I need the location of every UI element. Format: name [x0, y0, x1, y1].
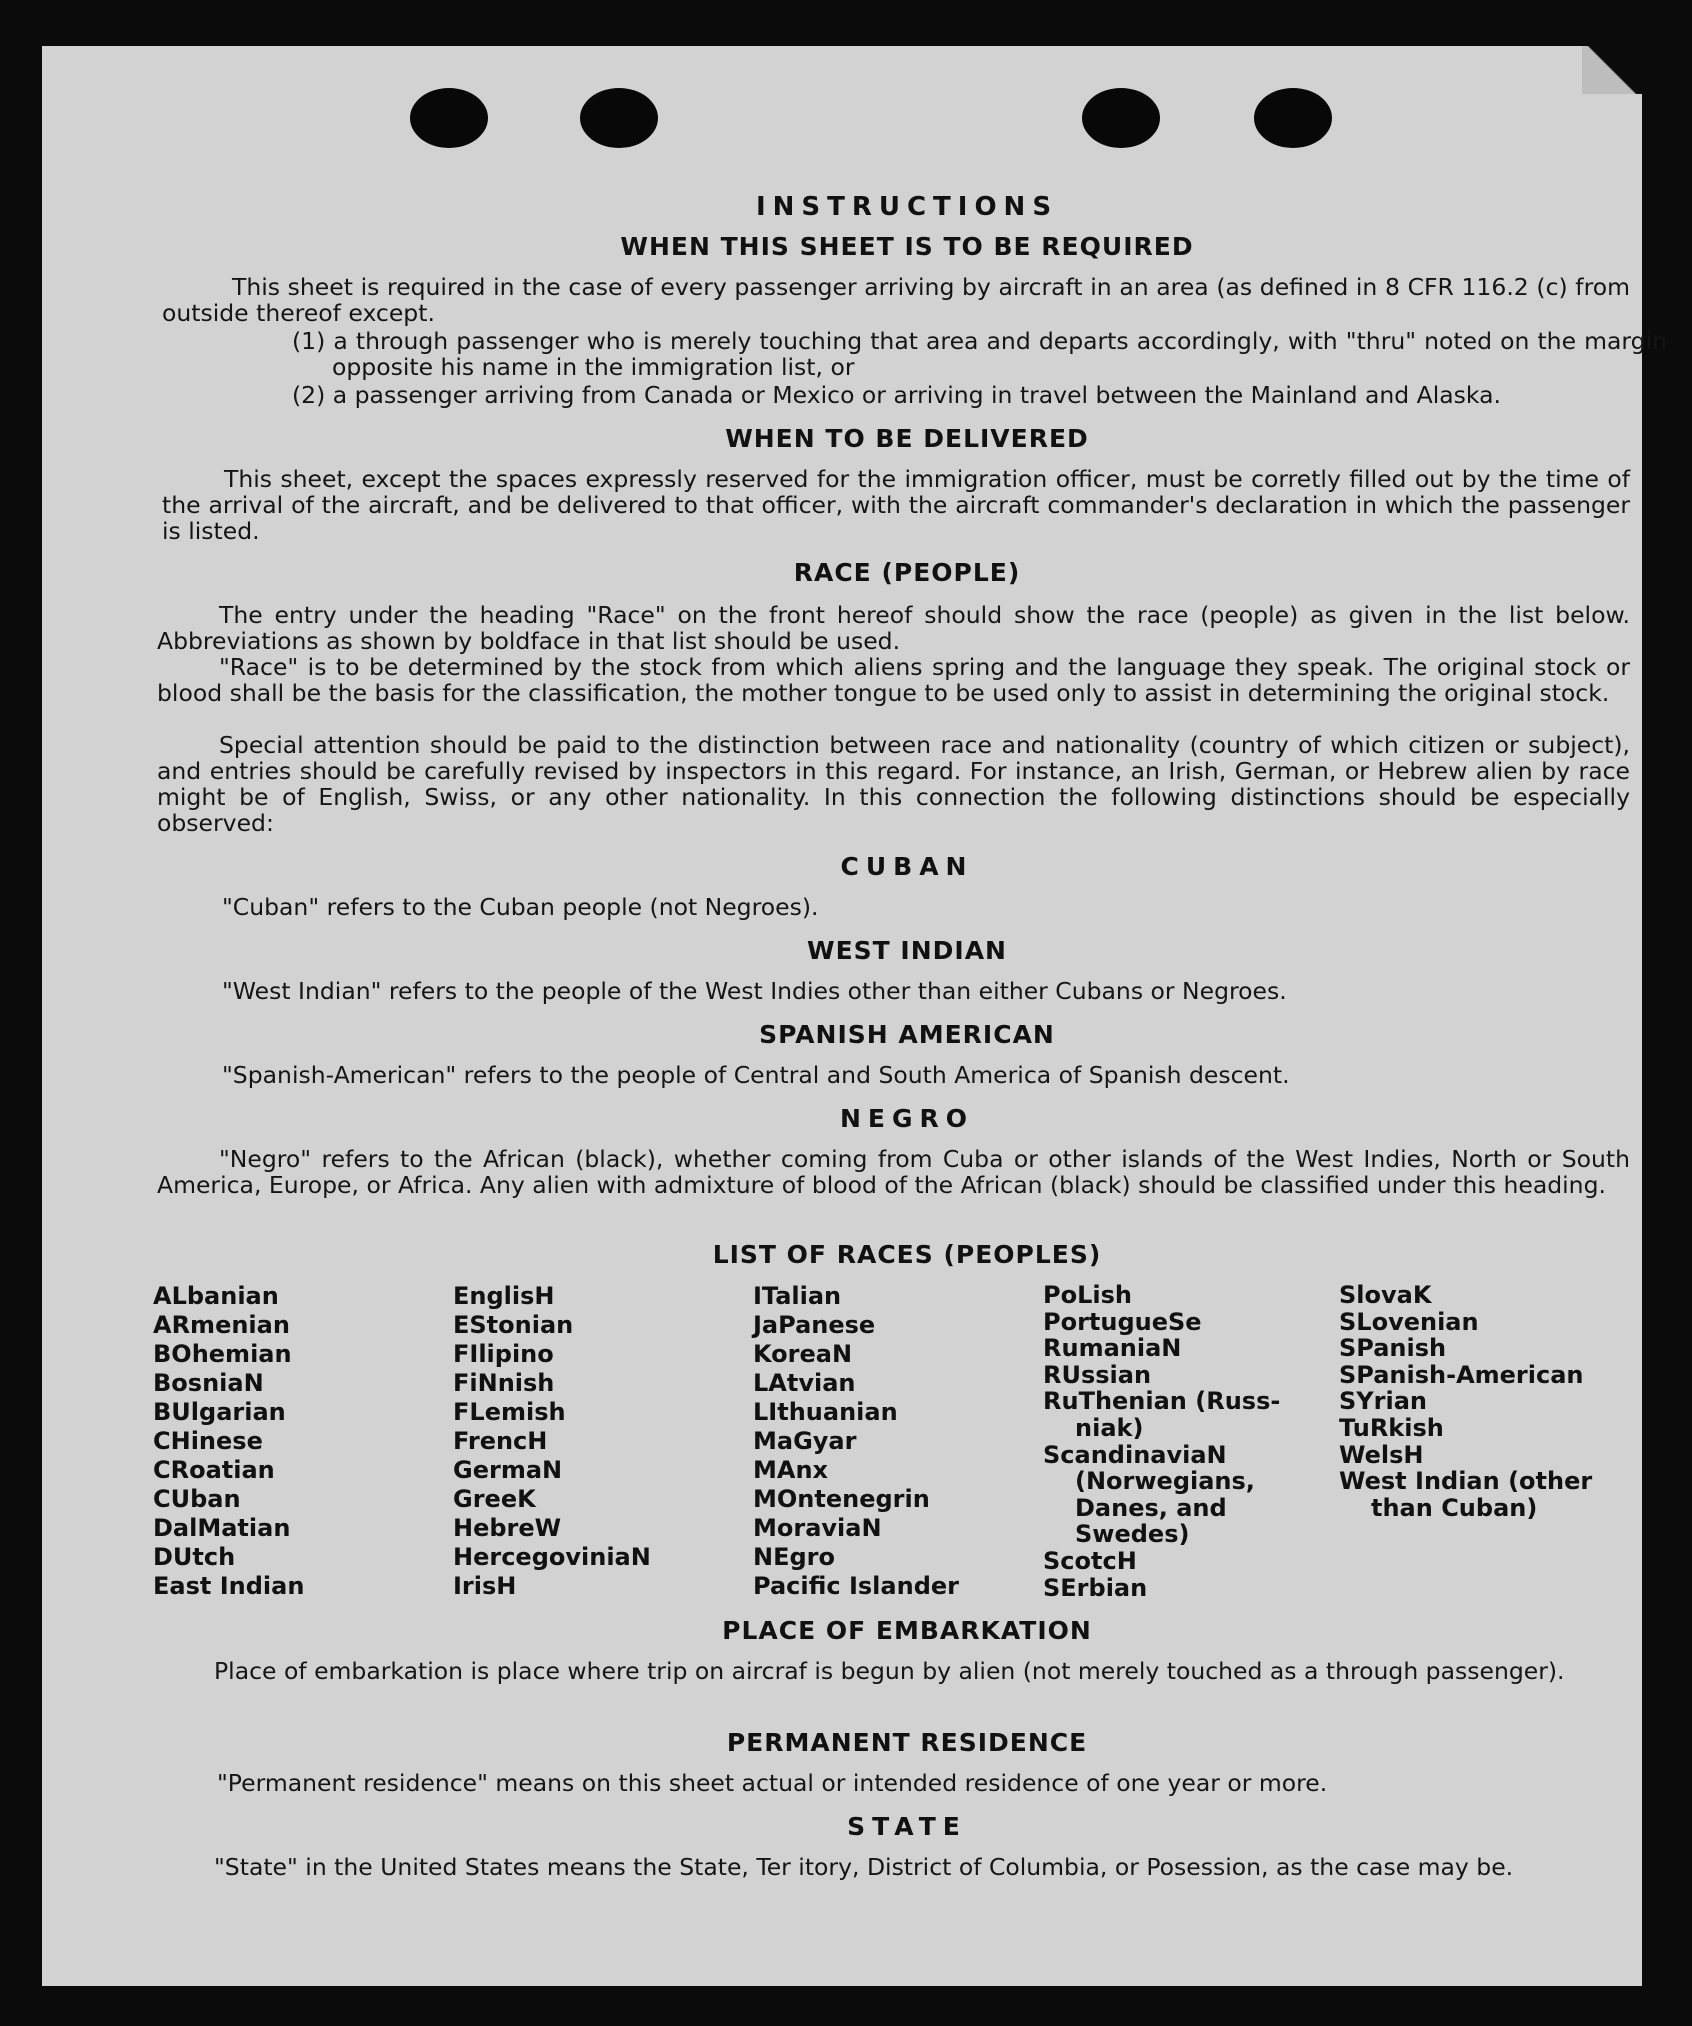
race-paragraph-1: The entry under the heading "Race" on the front hereof should show the race (people) as given in the list below. Abbreviations as shown by boldface in that list should be used.	[157, 601, 1630, 655]
race-item: ScandinaviaN	[1043, 1440, 1227, 1469]
race-item: ALbanian	[153, 1282, 279, 1310]
race-item: EStonian	[453, 1311, 574, 1339]
race-item: FrencH	[453, 1427, 548, 1455]
race-item: FLemish	[453, 1398, 566, 1426]
race-item: KoreaN	[753, 1340, 853, 1368]
race-item: Danes, and	[1075, 1493, 1227, 1522]
punch-hole	[1254, 88, 1332, 148]
race-item: GermaN	[453, 1456, 563, 1484]
race-column-3	[753, 1282, 959, 1601]
race-item: ScotcH	[1043, 1546, 1137, 1575]
race-item: SPanish-American	[1339, 1360, 1584, 1389]
race-item: TuRkish	[1339, 1413, 1444, 1442]
race-item: CRoatian	[153, 1456, 275, 1484]
race-item: RUssian	[1043, 1360, 1152, 1389]
race-item: BOhemian	[153, 1340, 292, 1368]
race-item: MAnx	[753, 1456, 829, 1484]
embarkation-text: Place of embarkation is place where trip on aircraf is begun by alien (not merely touched as a through passenger).	[214, 1657, 1565, 1685]
race-item: WelsH	[1339, 1440, 1424, 1469]
heading-list-of-races: LIST OF RACES (PEOPLES)	[712, 1240, 1102, 1269]
folded-corner	[1582, 46, 1642, 94]
page-title: INSTRUCTIONS	[755, 192, 1059, 222]
exception-item-2: (2) a passenger arriving from Canada or Mexico or arriving in travel between the Mainland and Alaska.	[292, 381, 1501, 409]
race-item: EnglisH	[453, 1282, 555, 1310]
heading-embarkation: PLACE OF EMBARKATION	[722, 1616, 1092, 1645]
race-item: HebreW	[453, 1514, 562, 1542]
west-indian-text: "West Indian" refers to the people of the West Indies other than either Cubans or Negroes.	[222, 977, 1287, 1005]
when-required-text: This sheet is required in the case of every passenger arriving by aircraft in an area (as defined in 8 CFR 116.2 (c) from outside thereof except.	[162, 273, 1630, 327]
heading-west-indian: WEST INDIAN	[807, 936, 1007, 965]
race-item: JaPanese	[753, 1311, 876, 1339]
race-item: West Indian (other	[1339, 1467, 1593, 1496]
state-text: "State" in the United States means the State, Ter itory, District of Columbia, or Posession, as the case may be.	[214, 1853, 1514, 1881]
race-item: CHinese	[153, 1427, 263, 1455]
race-item: FiNnish	[453, 1369, 555, 1397]
punch-hole	[580, 88, 658, 148]
race-item: BUlgarian	[153, 1398, 286, 1426]
race-column-1	[153, 1282, 304, 1601]
negro-text: "Negro" refers to the African (black), whether coming from Cuba or other islands of the West Indies, North or South America, Europe, or Africa. Any alien with admixture of blood of the African (black) should be classified under this heading.	[157, 1145, 1630, 1199]
race-column-2	[453, 1282, 651, 1601]
punch-hole	[1082, 88, 1160, 148]
race-item: SYrian	[1339, 1387, 1428, 1416]
race-item: PortugueSe	[1043, 1307, 1202, 1336]
heading-cuban: CUBAN	[840, 852, 974, 881]
race-item: BosniaN	[153, 1369, 264, 1397]
race-item: Pacific Islander	[753, 1572, 959, 1600]
race-item: SLovenian	[1339, 1307, 1479, 1336]
race-item: DUtch	[153, 1543, 236, 1571]
race-item: RuThenian (Russ-	[1043, 1387, 1281, 1416]
document-sheet	[42, 46, 1667, 1986]
permanent-residence-text: "Permanent residence" means on this sheet actual or intended residence of one year or more.	[217, 1769, 1328, 1797]
race-item: CUban	[153, 1485, 241, 1513]
race-item: DalMatian	[153, 1514, 291, 1542]
race-item: ARmenian	[153, 1311, 290, 1339]
exception-item-1: (1) a through passenger who is merely touching that area and departs accordingly, with "thru" noted on the margin opposite his name in the immigration list, or	[292, 327, 1667, 381]
race-item: LIthuanian	[753, 1398, 898, 1426]
race-item: East Indian	[153, 1572, 305, 1600]
race-item: MOntenegrin	[753, 1485, 930, 1513]
race-item: SlovaK	[1339, 1281, 1432, 1309]
race-item: MaGyar	[753, 1427, 857, 1455]
race-item: Swedes)	[1075, 1520, 1190, 1549]
race-list	[153, 1282, 1593, 1612]
race-item: NEgro	[753, 1543, 835, 1571]
race-item: niak)	[1075, 1413, 1144, 1442]
heading-when-required: WHEN THIS SHEET IS TO BE REQUIRED	[620, 232, 1194, 261]
heading-negro: NEGRO	[839, 1104, 975, 1133]
race-paragraph-2: "Race" is to be determined by the stock from which aliens spring and the language they speak. The original stock or blood shall be the basis for the classification, the mother tongue to be used only to assist in determining the original stock.	[157, 653, 1630, 707]
heading-spanish-american: SPANISH AMERICAN	[759, 1020, 1055, 1049]
race-column-4	[1043, 1282, 1280, 1601]
race-item: RumaniaN	[1043, 1334, 1182, 1363]
race-paragraph-3: Special attention should be paid to the distinction between race and nationality (country of which citizen or subject), and entries should be carefully revised by inspectors in this regard. For instance, an Irish, German, or Hebrew alien by race might be of English, Swiss, or any other nationality. In this connection the following distinctions should be especially observed:	[157, 731, 1630, 837]
race-item: than Cuban)	[1371, 1493, 1538, 1522]
heading-state: STATE	[847, 1812, 967, 1841]
race-item: SErbian	[1043, 1573, 1148, 1602]
race-item: GreeK	[453, 1485, 536, 1513]
when-delivered-text: This sheet, except the spaces expressly reserved for the immigration officer, must be corretly filled out by the time of the arrival of the aircraft, and be delivered to that officer, with the aircraft commander's declaration in which the passenger is listed.	[162, 465, 1630, 545]
race-item: FIlipino	[453, 1340, 554, 1368]
heading-race: RACE (PEOPLE)	[793, 558, 1021, 587]
race-column-5	[1339, 1282, 1592, 1521]
race-item: (Norwegians,	[1075, 1467, 1255, 1496]
race-item: IrisH	[453, 1572, 517, 1600]
heading-permanent-residence: PERMANENT RESIDENCE	[726, 1728, 1088, 1757]
race-item: LAtvian	[753, 1369, 856, 1397]
spanish-american-text: "Spanish-American" refers to the people of Central and South America of Spanish descent.	[222, 1061, 1290, 1089]
race-item: SPanish	[1339, 1334, 1447, 1363]
race-item: HercegoviniaN	[453, 1543, 651, 1571]
heading-when-delivered: WHEN TO BE DELIVERED	[725, 424, 1089, 453]
punch-hole	[410, 88, 488, 148]
race-item: MoraviaN	[753, 1514, 882, 1542]
race-item: ITalian	[753, 1282, 842, 1310]
race-item: PoLish	[1043, 1281, 1132, 1309]
cuban-text: "Cuban" refers to the Cuban people (not Negroes).	[222, 893, 819, 921]
